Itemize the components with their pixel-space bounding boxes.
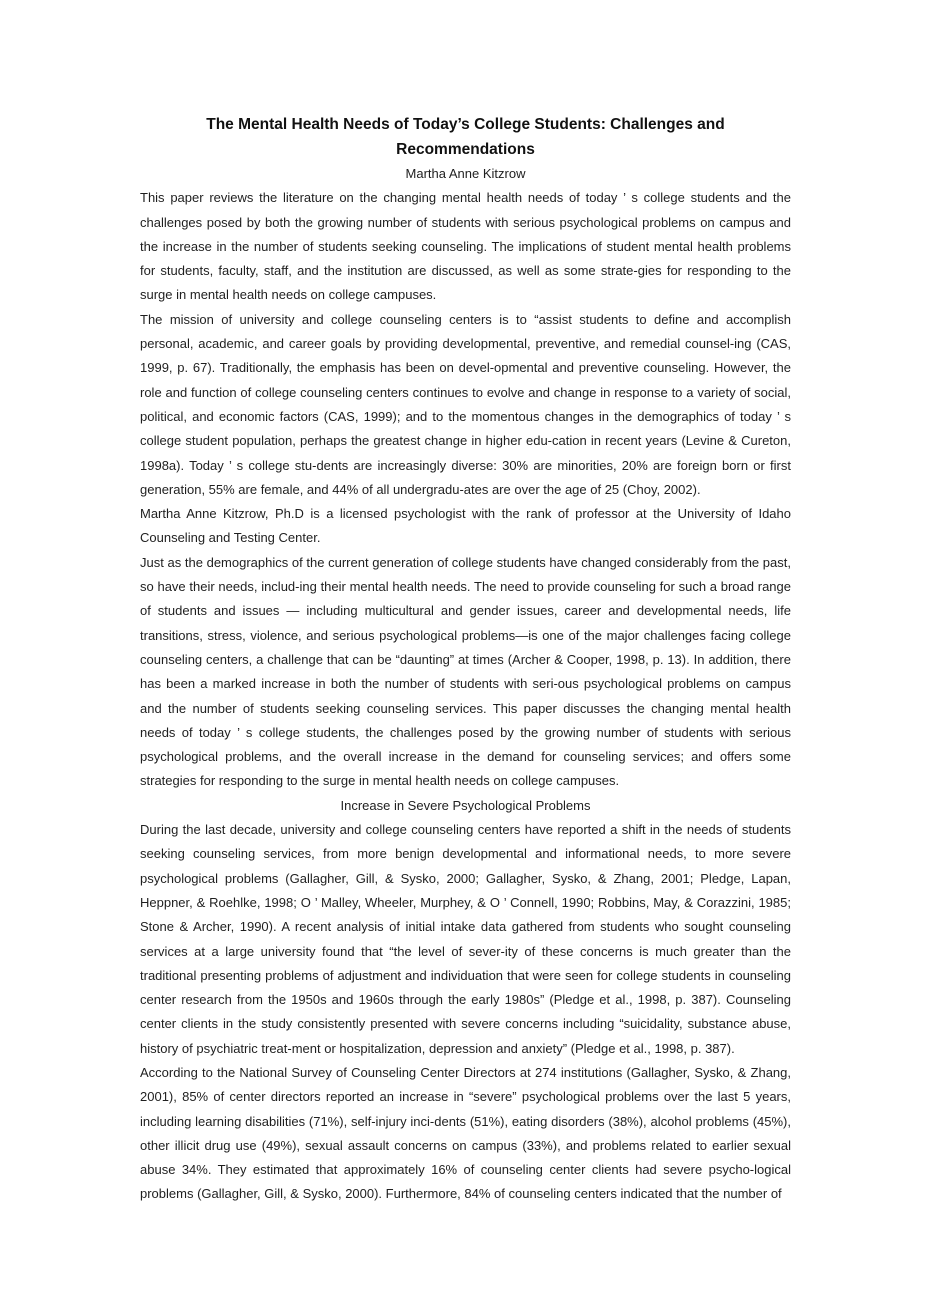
- paragraph-shift-in-needs: During the last decade, university and college counseling centers have reported a shift in the needs of students seeking counseling services, from more benign developmental and informational needs, to more severe psychological problems (Gallagher, Gill, & Sysko, 2000; Gallagher, Sysko, & Zhang, 2001; Pledge, Lapan, Heppner, & Roehlke, 1998; O ’ Malley, Wheeler, Murphey, & O ’ Connell, 1990; Robbins, May, & Corazzini, 1985; Stone & Archer, 1990). A recent analysis of initial intake data gathered from students who sought counseling services at a large university found that “the level of sever-ity of these concerns is much greater than the traditional presenting problems of adjustment and individuation that were seen for college students in counseling center research from the 1950s and 1960s through the early 1980s” (Pledge et al., 1998, p. 387). Counseling center clients in the study consistently presented with severe concerns including “suicidality, substance abuse, history of psychiatric treat-ment or hospitalization, depression and anxiety” (Pledge et al., 1998, p. 387).: [140, 822, 791, 1056]
- document-title: The Mental Health Needs of Today’s College Students: Challenges and Recommendations: [206, 116, 725, 158]
- abstract-paragraph: This paper reviews the literature on the changing mental health needs of today ’ s college students and the challenges posed by both the growing number of students with serious psychological problems on campus and the increase in the number of students seeking counseling. The implications of student mental health problems for students, faculty, staff, and the institution are discussed, as well as some strate-gies for responding to the surge in mental health needs on college campuses.: [140, 190, 791, 303]
- section-heading-severe-problems: Increase in Severe Psychological Problems: [340, 797, 591, 813]
- paragraph-national-survey: According to the National Survey of Counseling Center Directors at 274 institutions (Gallagher, Sysko, & Zhang, 2001), 85% of center directors reported an increase in “severe” psychological problems over the last 5 years, including learning disabilities (71%), self-injury inci-dents (51%), eating disorders (38%), alcohol problems (45%), other illicit drug use (49%), sexual assault concerns on campus (33%), and problems related to earlier sexual abuse 34%. They estimated that approximately 16% of counseling center clients had severe psycho-logical problems (Gallagher, Gill, & Sysko, 2000). Furthermore, 84% of counseling centers indicated that the number of: [140, 1064, 791, 1202]
- author-line: Martha Anne Kitzrow: [405, 166, 526, 181]
- paragraph-author-bio: Martha Anne Kitzrow, Ph.D is a licensed psychologist with the rank of professor at the University of Idaho Counseling and Testing Center.: [140, 506, 791, 546]
- paragraph-changing-needs: Just as the demographics of the current generation of college students have changed considerably from the past, so have their needs, includ-ing their mental health needs. The need to provide counseling for such a broad range of students and issues — including multicultural and gender issues, career and developmental needs, life transitions, stress, violence, and serious psychological problems—is one of the major challenges facing college counseling centers, a challenge that can be “daunting” at times (Archer & Cooper, 1998, p. 13). In addition, there has been a marked increase in both the number of students with seri-ous psychological problems on campus and the number of students seeking counseling services. This paper discusses the changing mental health needs of today ’ s college students, the challenges posed by the growing number of students with serious psychological problems, and the overall increase in the demand for counseling services; and offers some strategies for responding to the surge in mental health needs on college campuses.: [140, 554, 791, 789]
- paragraph-counseling-mission: The mission of university and college counseling centers is to “assist students to define and accomplish personal, academic, and career goals by providing developmental, preventive, and remedial counsel-ing (CAS, 1999, p. 67). Traditionally, the emphasis has been on devel-opmental and preventive counseling. However, the role and function of college counseling centers continues to evolve and change in response to a variety of social, political, and economic factors (CAS, 1999); and to the momentous changes in the demographics of today ’ s college student population, perhaps the greatest change in higher edu-cation in recent years (Levine & Cureton, 1998a). Today ’ s college stu-dents are increasingly diverse: 30% are minorities, 20% are foreign born or first generation, 55% are female, and 44% of all undergradu-ates are over the age of 25 (Choy, 2002).: [140, 311, 791, 497]
